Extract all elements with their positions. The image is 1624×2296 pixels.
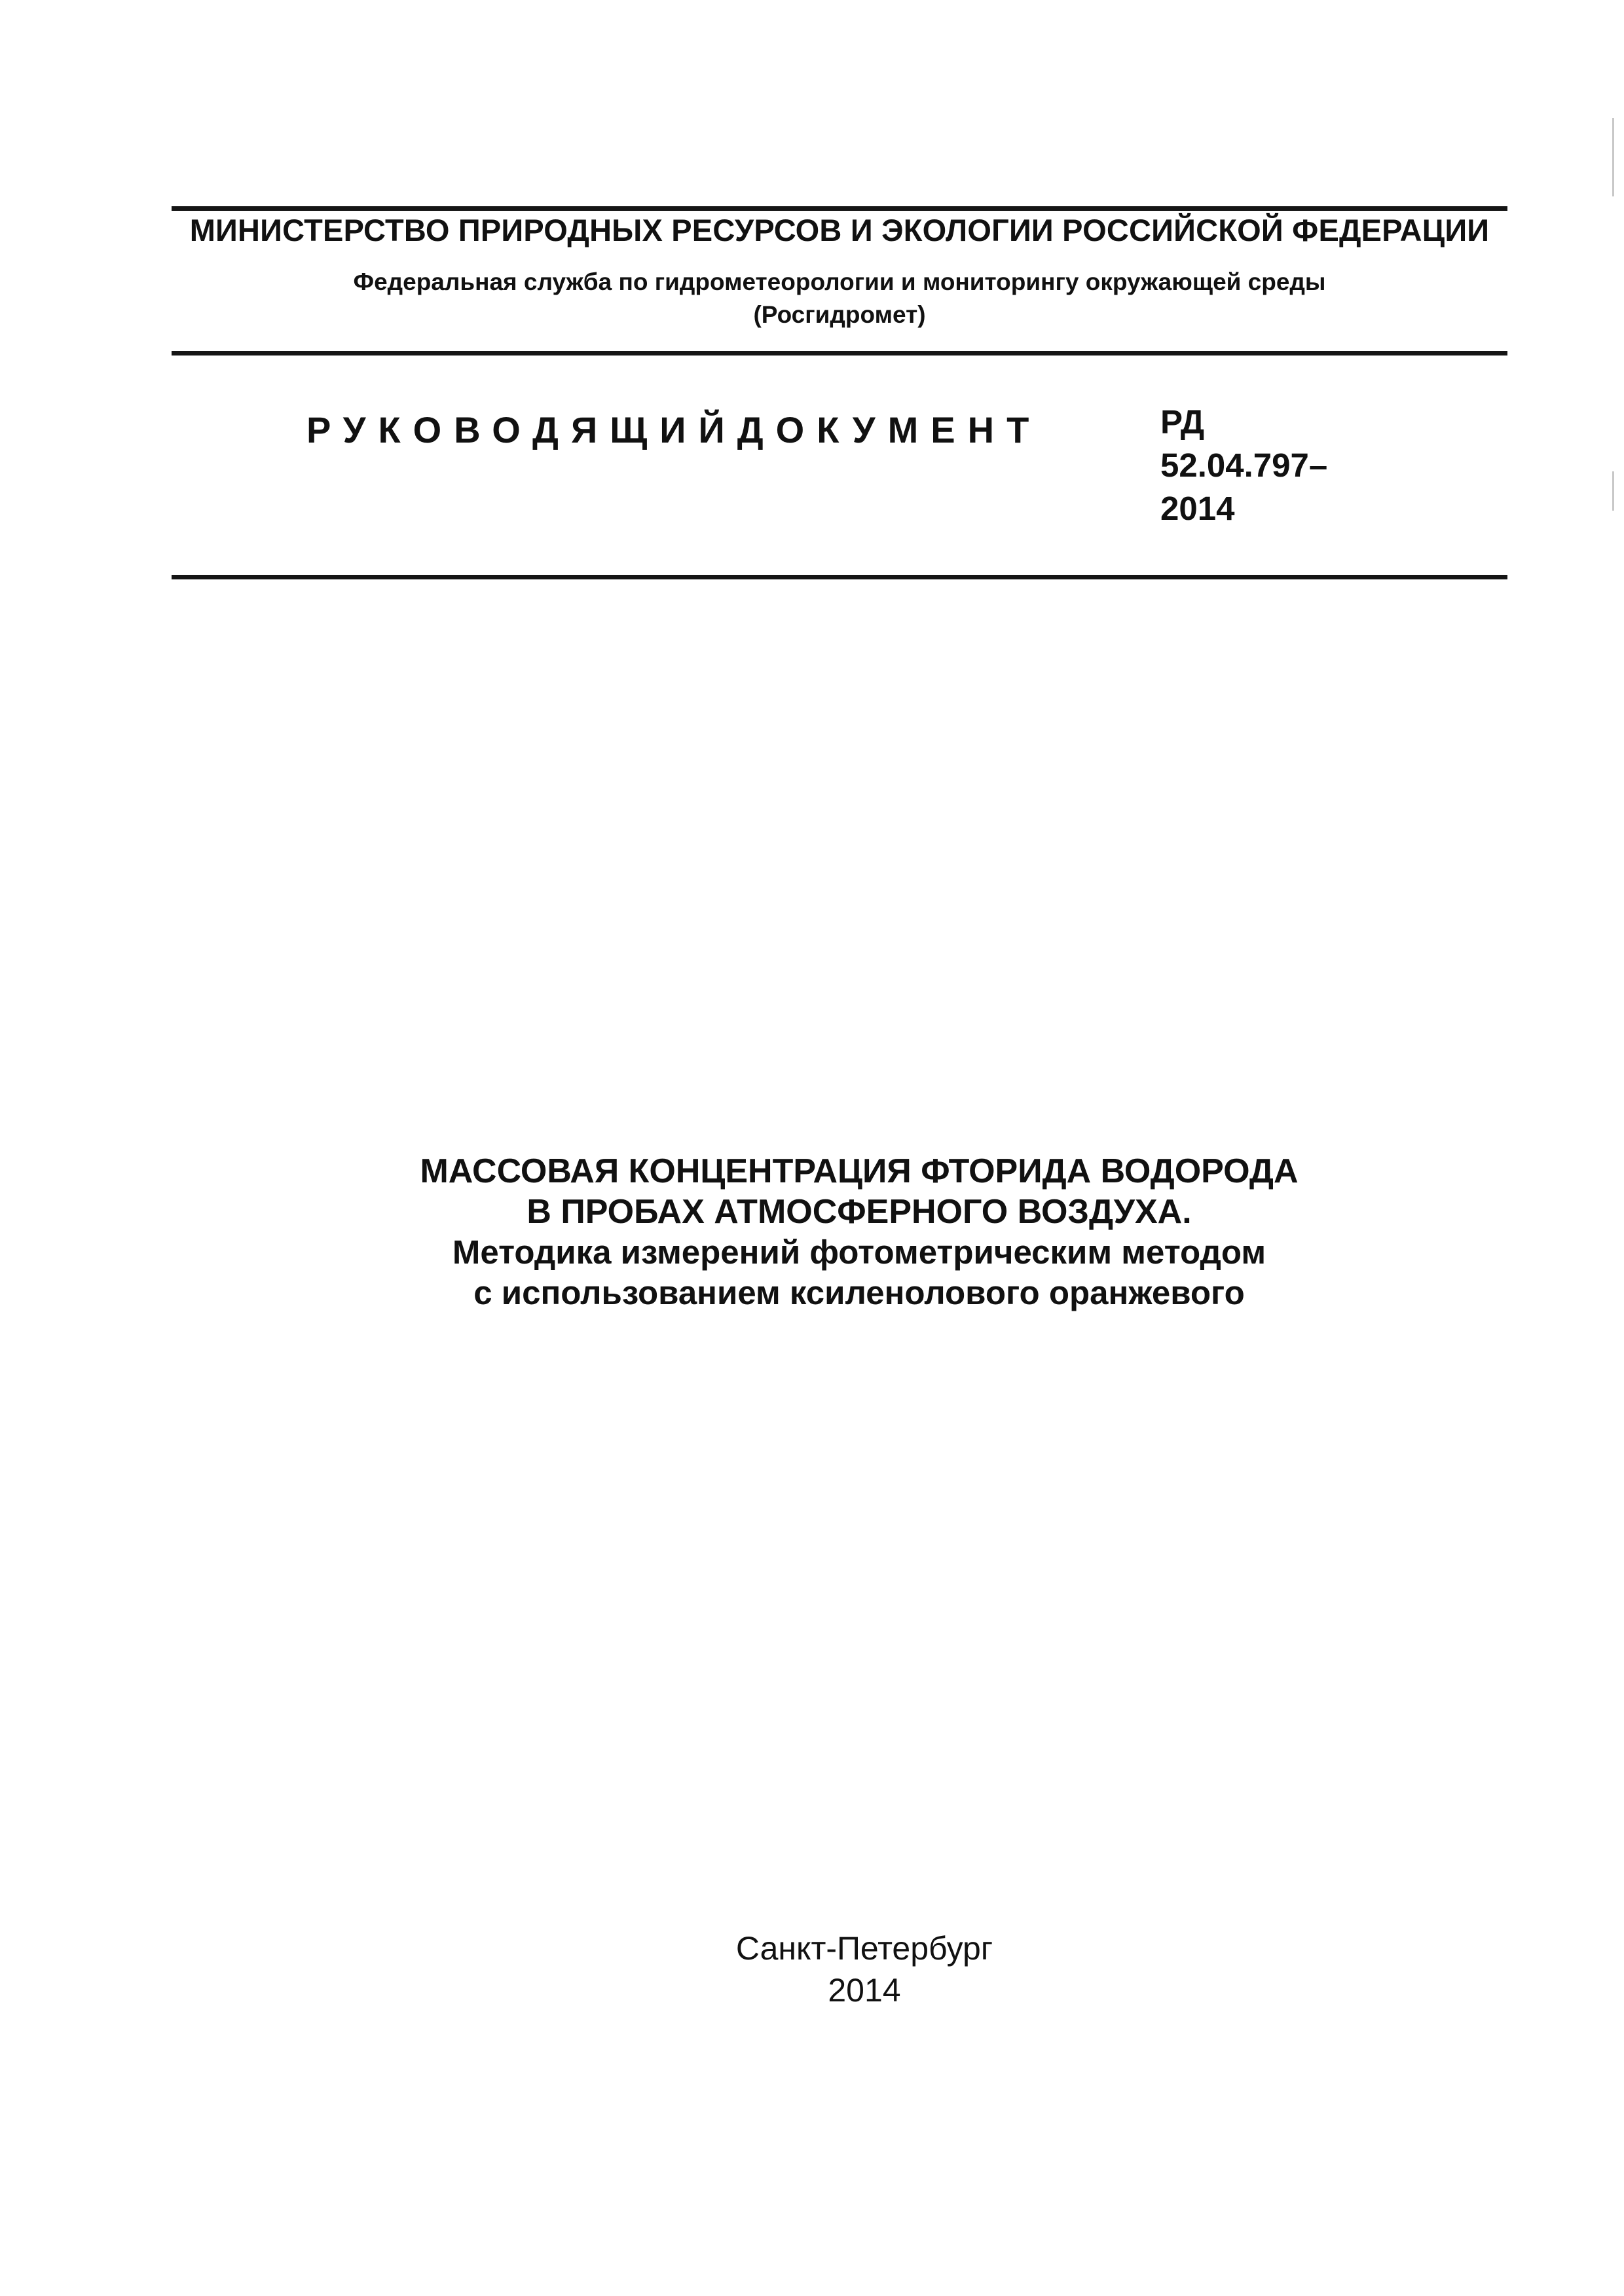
document-type: РУКОВОДЯЩИЙДОКУМЕНТ [306,409,1042,450]
bottom-rule [172,575,1507,579]
issuer-header [172,211,1507,330]
imprint-city: Санкт-Петербург [735,1930,993,1967]
subtitle-line: Методика измерений фотометрическим методом [452,1233,1266,1271]
document-number-line: 2014 [1160,490,1235,527]
top-rule [172,206,1507,211]
imprint-year: 2014 [828,1972,901,2009]
title-line: МАССОВАЯ КОНЦЕНТРАЦИЯ ФТОРИДА ВОДОРОДА [420,1152,1299,1190]
document-title [172,1151,1547,1313]
service-short-name: (Росгидромет) [753,301,926,328]
document-number [1160,401,1327,530]
imprint [655,1927,1074,2011]
document-number-line: 52.04.797– [1160,446,1328,484]
scan-edge-mark [1612,118,1614,196]
service-name: Федеральная служба по гидрометеорологии и мониторингу окружающей среды [353,268,1326,295]
title-line: В ПРОБАХ АТМОСФЕРНОГО ВОЗДУХА. [526,1193,1192,1231]
middle-rule [172,351,1507,355]
scan-edge-mark [1612,471,1614,511]
ministry-name: МИНИСТЕРСТВО ПРИРОДНЫХ РЕСУРСОВ И ЭКОЛОГИИ РОССИЙСКОЙ ФЕДЕРАЦИИ [189,213,1490,247]
document-number-line: РД [1160,403,1205,441]
subtitle-line: с использованием ксиленолового оранжевого [473,1274,1245,1311]
